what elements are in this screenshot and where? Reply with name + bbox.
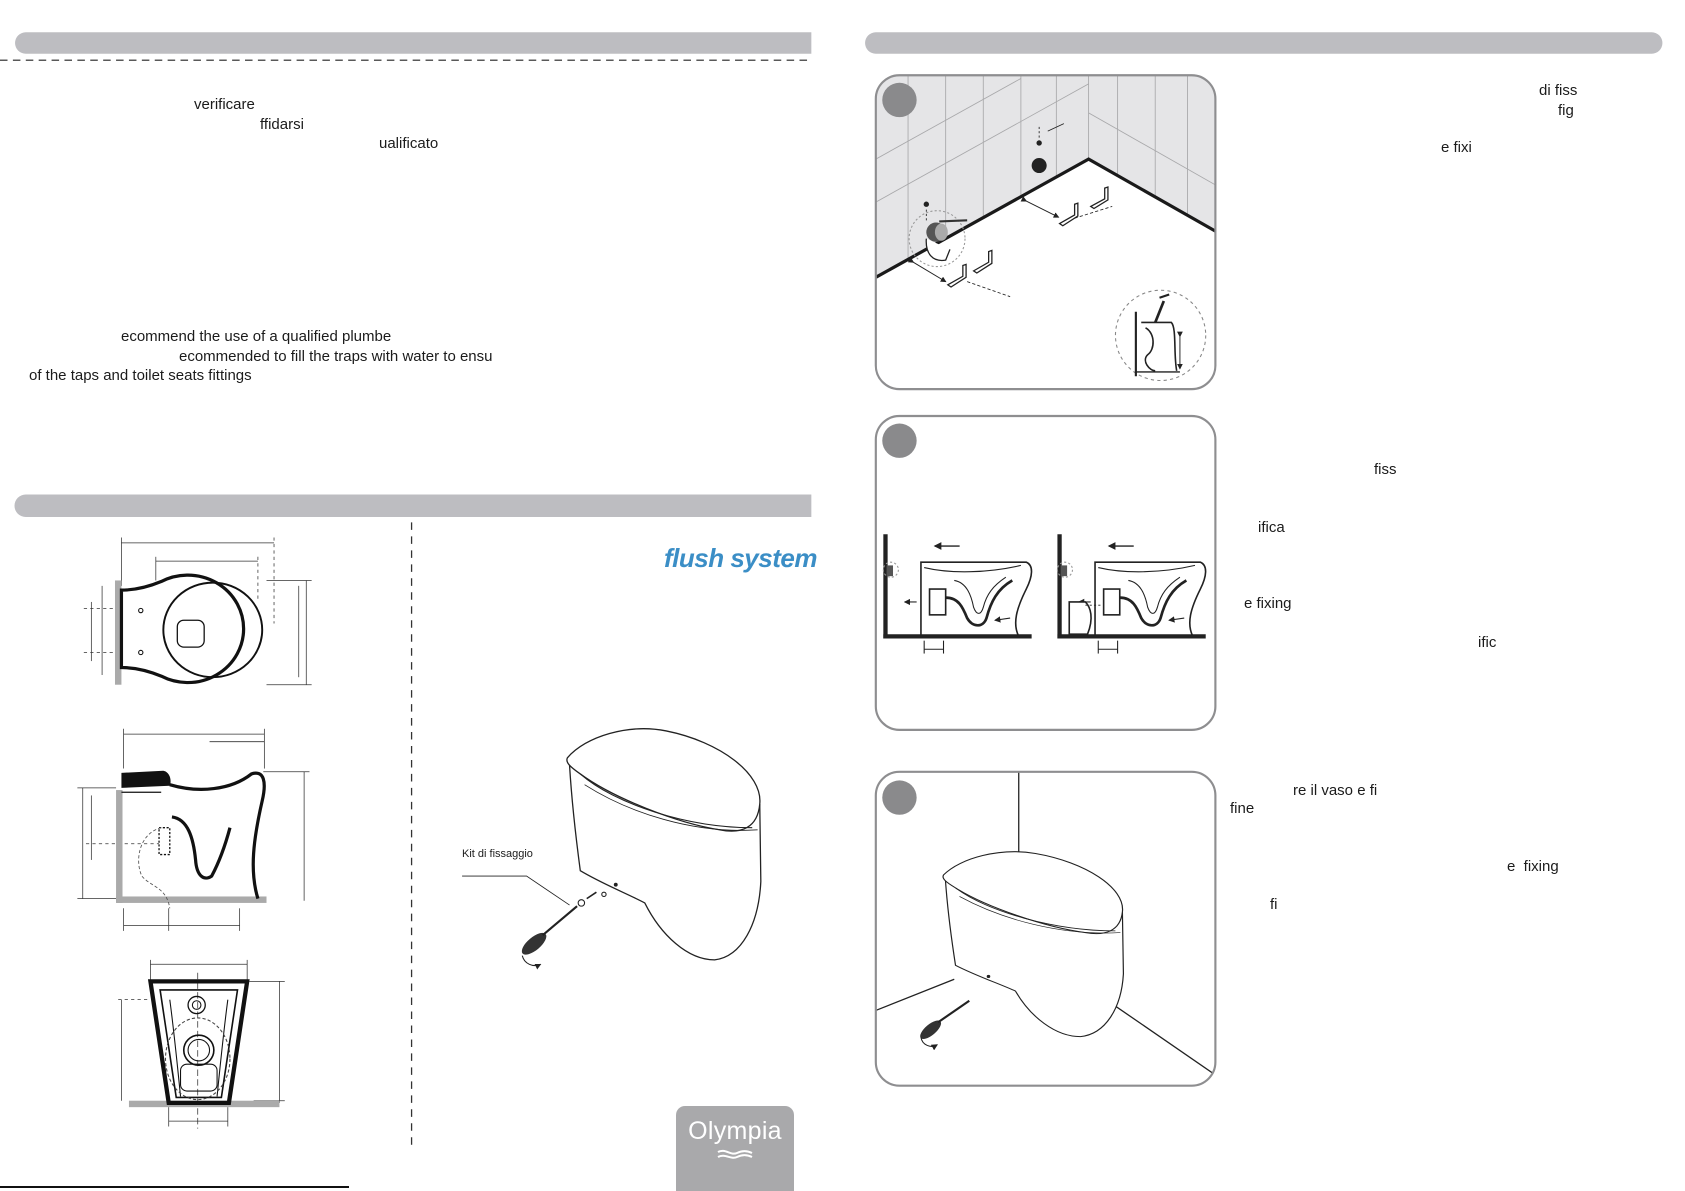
installation-notes-header-bar bbox=[15, 32, 811, 53]
step-2-diagram-left bbox=[883, 534, 1031, 653]
step-1-illustration bbox=[876, 75, 1216, 380]
side-view-hidden-pipe bbox=[139, 828, 170, 909]
step-text-line: fi bbox=[1270, 896, 1278, 913]
step-2-illustration bbox=[883, 534, 1205, 653]
warning-line: of the taps and toilet seats fittings bbox=[29, 367, 252, 384]
fixing-kit-leader bbox=[462, 876, 569, 905]
step-text-line: re il vaso e fi bbox=[1293, 782, 1378, 799]
step-text-line: e fixing bbox=[1507, 858, 1559, 875]
floor-line bbox=[876, 979, 954, 1010]
dimension-guide bbox=[967, 282, 1010, 297]
step-3-badge bbox=[882, 780, 916, 814]
screwdriver-icon bbox=[917, 1001, 969, 1047]
olympia-logo bbox=[676, 1106, 794, 1191]
front-view-flush-inlet-inner bbox=[192, 1001, 201, 1010]
front-view-side-curve bbox=[170, 1000, 181, 1097]
warning-line: verificare bbox=[194, 96, 255, 113]
front-view-flush-inlet bbox=[188, 996, 205, 1013]
logo-wave-icon bbox=[715, 1148, 755, 1160]
front-view-outline bbox=[150, 981, 247, 1102]
step-text-line: di fiss bbox=[1539, 82, 1578, 99]
fixing-kit-label: Kit di fissaggio bbox=[462, 848, 533, 860]
dimension-arrow bbox=[1026, 201, 1058, 217]
side-view-floor bbox=[116, 896, 266, 902]
side-view-seat bbox=[121, 771, 170, 788]
installation-steps-header-bar bbox=[865, 32, 1662, 53]
series-title: flush system bbox=[664, 543, 817, 573]
front-view-outlet-inner bbox=[188, 1039, 209, 1060]
installed-toilet bbox=[943, 852, 1123, 1037]
front-view-inner-outline bbox=[160, 990, 237, 1097]
dimensions-header-bar bbox=[15, 494, 812, 517]
side-view-drawing bbox=[77, 729, 309, 931]
warning-line: ecommended to fill the traps with water to ensu bbox=[179, 348, 493, 365]
warning-line: ualificato bbox=[379, 135, 439, 152]
front-view-drawing bbox=[118, 960, 285, 1129]
brand-name: Olympia bbox=[688, 1117, 782, 1145]
warning-line: ffidarsi bbox=[260, 116, 304, 133]
drain-hole bbox=[1032, 158, 1047, 173]
step-text-line: e fixi bbox=[1441, 139, 1472, 156]
water-inlet-mark bbox=[1036, 140, 1041, 145]
footer-rule bbox=[0, 1186, 349, 1188]
step-1-detail-inset bbox=[1115, 290, 1205, 380]
step-2-panel bbox=[876, 416, 1216, 730]
front-view-trap-base bbox=[181, 1064, 218, 1091]
step-text-line: fine bbox=[1230, 800, 1255, 817]
step-2-diagram-right bbox=[1057, 534, 1205, 653]
step-text-line: fig bbox=[1558, 102, 1574, 119]
dimension-arrow bbox=[913, 262, 945, 281]
spanner-icon bbox=[939, 220, 967, 221]
step-text-line: fiss bbox=[1374, 461, 1397, 478]
step-text-line: e fixing bbox=[1244, 595, 1292, 612]
step-text-line: ific bbox=[1478, 634, 1497, 651]
front-view-side-curve bbox=[217, 1000, 228, 1097]
side-view-outlet bbox=[159, 828, 170, 855]
side-view-body-profile bbox=[170, 773, 264, 899]
fixing-hole bbox=[602, 892, 606, 896]
step-2-badge bbox=[882, 424, 916, 458]
step-3-illustration bbox=[876, 772, 1216, 1075]
warning-line: ecommend the use of a qualified plumbe bbox=[121, 328, 392, 345]
step-1-badge bbox=[882, 83, 916, 117]
side-view-wall bbox=[116, 790, 122, 903]
side-view-trap bbox=[172, 817, 230, 878]
top-view-drawing bbox=[84, 537, 312, 684]
step-2-drain-elbow bbox=[1069, 602, 1091, 634]
toilet-3d-illustration bbox=[567, 729, 761, 960]
wall-fixing-mark bbox=[924, 202, 929, 207]
screwdriver-icon bbox=[518, 892, 596, 965]
drain-elbow-opening bbox=[935, 224, 948, 241]
step-text-line: ifica bbox=[1258, 519, 1285, 536]
